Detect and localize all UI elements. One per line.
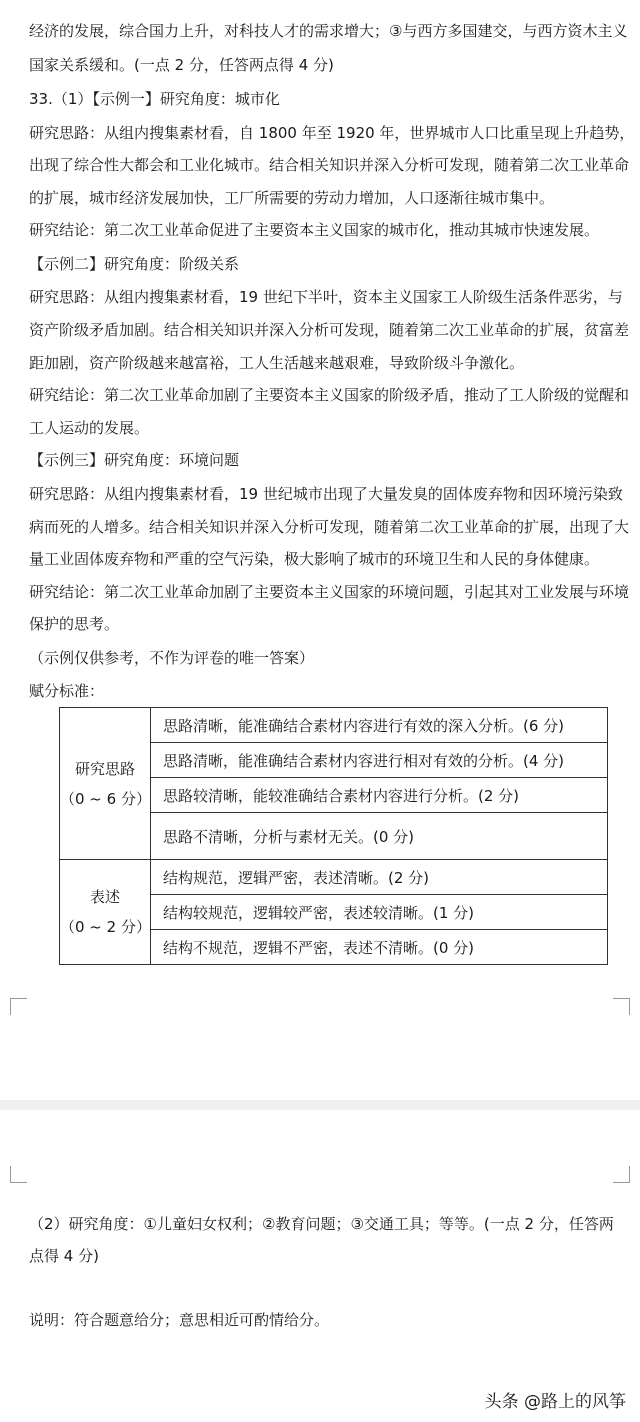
rubric-criterion: 思路清晰，能准确结合素材内容进行相对有效的分析。(4 分) <box>151 743 608 778</box>
table-row <box>60 708 608 743</box>
text-line: 保护的思考。 <box>29 615 120 633</box>
page-separator <box>0 1100 640 1110</box>
rubric-criterion: 结构不规范，逻辑不严密，表述不清晰。(0 分) <box>151 930 608 965</box>
rubric-criterion: 思路不清晰，分析与素材无关。(0 分) <box>151 813 608 860</box>
scoring-label: 赋分标准： <box>29 682 105 700</box>
crop-mark-icon <box>613 998 630 1015</box>
rubric-criterion: 思路较清晰，能较准确结合素材内容进行分析。(2 分) <box>151 778 608 813</box>
text-line: 资产阶级矛盾加剧。结合相关知识并深入分析可发现，随着第二次工业革命的扩展，贫富差 <box>29 321 630 339</box>
text-line: 的扩展，城市经济发展加快，工厂所需要的劳动力增加，人口逐渐往城市集中。 <box>29 189 555 207</box>
text-line: 国家关系缓和。(一点 2 分，任答两点得 4 分) <box>29 56 334 74</box>
rubric-category-expression: 表述 （0 ~ 2 分） <box>60 860 151 965</box>
example-3-heading: 【示例三】研究角度：环境问题 <box>29 451 240 469</box>
note-line: （示例仅供参考，不作为评卷的唯一答案） <box>29 649 315 667</box>
question-33-heading: 33.（1）【示例一】研究角度：城市化 <box>29 90 280 108</box>
text-line: 经济的发展，综合国力上升，对科技人才的需求增大；③与西方多国建交，与西方资木主义 <box>29 22 628 40</box>
text-line: 研究思路：从组内搜集素材看，19 世纪城市出现了大量发臭的固体废弃物和因环境污染致 <box>29 485 623 503</box>
text-line: 出现了综合性大都会和工业化城市。结合相关知识并深入分析可发现，随着第二次工业革命 <box>29 156 630 174</box>
crop-mark-icon <box>10 1166 27 1183</box>
text-line: 研究结论：第二次工业革命促进了主要资本主义国家的城市化，推动其城市快速发展。 <box>29 221 600 239</box>
crop-mark-icon <box>613 1166 630 1183</box>
rubric-category-thinking: 研究思路 （0 ~ 6 分） <box>60 708 151 860</box>
text-line: 量工业固体废弃物和严重的空气污染，极大影响了城市的环境卫生和人民的身体健康。 <box>29 550 600 568</box>
rubric-criterion: 思路清晰，能准确结合素材内容进行有效的深入分析。(6 分) <box>151 708 608 743</box>
text-line: 研究思路：从组内搜集素材看，自 1800 年至 1920 年，世界城市人口比重呈现上升趋势， <box>29 124 635 142</box>
example-2-heading: 【示例二】研究角度：阶级关系 <box>29 255 240 273</box>
text-line: 病而死的人增多。结合相关知识并深入分析可发现，随着第二次工业革命的扩展，出现了大 <box>29 518 630 536</box>
text-line: 研究结论：第二次工业革命加剧了主要资本主义国家的阶级矛盾，推动了工人阶级的觉醒和 <box>29 386 630 404</box>
text-line: 研究思路：从组内搜集素材看，19 世纪下半叶，资本主义国家工人阶级生活条件恶劣，与 <box>29 288 623 306</box>
explanation-line: 说明：符合题意给分；意思相近可酌情给分。 <box>29 1311 330 1329</box>
text-line: 工人运动的发展。 <box>29 419 150 437</box>
answer-page-bottom <box>0 1110 640 1422</box>
scoring-rubric-table <box>59 707 608 965</box>
crop-mark-icon <box>10 998 27 1015</box>
text-line: 研究结论：第二次工业革命加剧了主要资本主义国家的环境问题，引起其对工业发展与环境 <box>29 583 630 601</box>
text-line: 点得 4 分) <box>29 1247 99 1265</box>
watermark: 头条 @路上的风筝 <box>484 1392 626 1412</box>
table-row <box>60 860 608 895</box>
question-33-2: （2）研究角度：①儿童妇女权利；②教育问题；③交通工具；等等。(一点 2 分，任答两 <box>29 1215 614 1233</box>
rubric-criterion: 结构较规范，逻辑较严密，表述较清晰。(1 分) <box>151 895 608 930</box>
rubric-criterion: 结构规范，逻辑严密，表述清晰。(2 分) <box>151 860 608 895</box>
text-line: 距加剧，资产阶级越来越富裕，工人生活越来越艰难，导致阶级斗争激化。 <box>29 354 525 372</box>
